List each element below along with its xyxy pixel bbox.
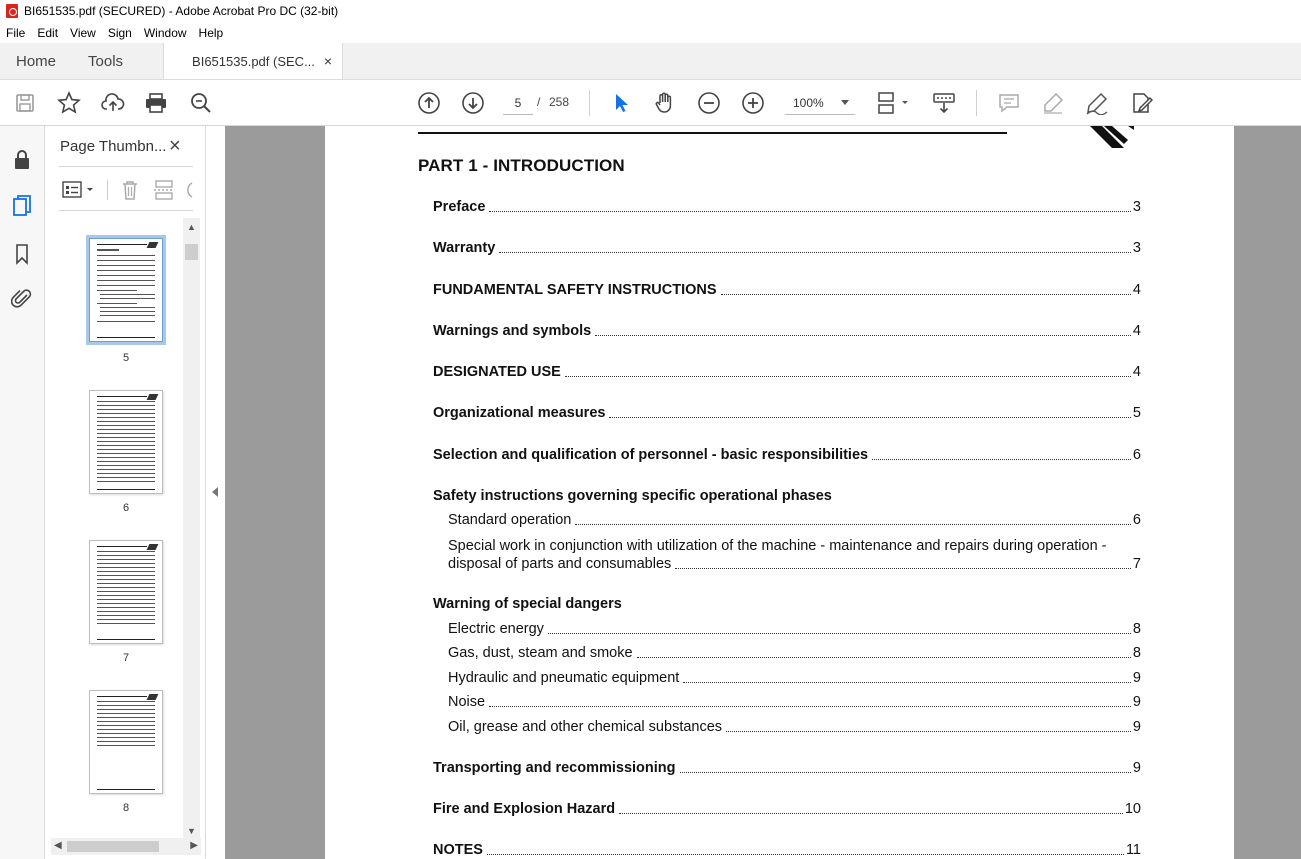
toc-entry-page: 4 xyxy=(1132,282,1141,298)
menu-window[interactable]: Window xyxy=(143,25,187,40)
bookmark-star-button[interactable] xyxy=(56,90,82,116)
toc-subentry[interactable] xyxy=(448,512,1141,529)
hand-tool-button[interactable] xyxy=(652,90,678,116)
thumb-line xyxy=(97,607,155,608)
toc-leader xyxy=(575,524,1131,525)
toc-entry[interactable] xyxy=(433,282,1141,299)
thumb-line xyxy=(97,696,147,697)
toc-entry[interactable] xyxy=(433,364,1141,381)
menu-edit[interactable]: Edit xyxy=(37,25,59,40)
thumb-line xyxy=(97,429,155,430)
thumb-line xyxy=(97,701,155,702)
thumb-line xyxy=(97,255,155,256)
toc-entry-page: 4 xyxy=(1132,323,1141,339)
title-bar xyxy=(0,0,1301,22)
draw-button[interactable] xyxy=(1084,90,1110,116)
toc-entry[interactable] xyxy=(433,199,1141,216)
menu-sign[interactable]: Sign xyxy=(107,25,132,40)
thumb-line xyxy=(97,725,155,726)
thumb-line xyxy=(97,737,155,738)
pdf-page xyxy=(325,126,1234,859)
thumb-line xyxy=(100,307,155,308)
toc-entry-label: Organizational measures xyxy=(433,405,606,421)
thumb-line xyxy=(97,717,155,718)
toc-entry-label: Gas, dust, steam and smoke xyxy=(448,645,633,661)
thumb-line xyxy=(97,619,155,620)
insert-page-icon[interactable] xyxy=(153,179,175,201)
tab-bar xyxy=(0,43,1301,80)
thumb-line xyxy=(97,441,155,442)
thumb-line xyxy=(97,421,155,422)
toolbar-divider xyxy=(589,90,590,116)
toc-leader xyxy=(499,252,1131,253)
scrollbar-thumb[interactable] xyxy=(185,244,198,260)
toc-entry-page: 9 xyxy=(1132,670,1141,686)
toc-entry-page: 3 xyxy=(1132,240,1141,256)
thumb-line xyxy=(97,290,137,291)
thumb-line xyxy=(97,303,137,304)
thumb-line xyxy=(97,579,155,580)
thumb-line xyxy=(97,587,155,588)
thumb-line xyxy=(97,595,155,596)
options-menu-icon[interactable] xyxy=(61,180,97,200)
page-thumbnails-icon xyxy=(11,194,33,218)
thumb-line xyxy=(97,453,155,454)
highlighter-icon xyxy=(1041,91,1065,115)
toc-entry-label: DESIGNATED USE xyxy=(433,364,561,380)
toc-entry-line2 xyxy=(448,555,1141,573)
previous-page-button[interactable] xyxy=(416,90,442,116)
toc-entry-page: 4 xyxy=(1132,364,1141,380)
panel-tools-divider xyxy=(107,180,108,200)
toc-entry-page: 3 xyxy=(1132,199,1141,215)
chevron-down-icon xyxy=(841,100,849,105)
thumb-logo xyxy=(147,694,159,700)
thumb-line xyxy=(97,449,155,450)
thumb-line xyxy=(97,575,155,576)
thumb-line xyxy=(97,337,155,338)
thumb-line xyxy=(97,275,155,276)
thumb-line xyxy=(97,433,155,434)
tab-document[interactable] xyxy=(163,43,343,79)
toc-heading[interactable]: Warning of special dangers xyxy=(433,596,622,612)
thumb-line xyxy=(97,469,155,470)
thumb-line xyxy=(97,713,155,714)
menu-bar xyxy=(0,22,1301,43)
tab-tools[interactable]: Tools xyxy=(88,52,124,70)
thumb-line xyxy=(97,401,155,402)
arrow-up-circle-icon xyxy=(417,91,441,115)
toc-leader xyxy=(637,657,1131,658)
thumb-line xyxy=(97,280,155,281)
security-lock-button[interactable] xyxy=(10,148,34,172)
toc-entry-label: Selection and qualification of personnel - basic responsibilities xyxy=(433,447,869,463)
upload-button[interactable] xyxy=(100,90,126,116)
toc-leader xyxy=(680,772,1131,773)
toc-entry-label: Preface xyxy=(433,199,486,215)
panel-divider xyxy=(59,210,193,211)
scroll-mode-button[interactable] xyxy=(930,90,958,116)
toc-entry-label: Transporting and recommissioning xyxy=(433,760,676,776)
panel-divider xyxy=(59,166,193,167)
panel-close-icon[interactable]: × xyxy=(169,135,181,157)
thumb-line xyxy=(97,615,155,616)
tab-document-label: BI651535.pdf (SEC... xyxy=(192,53,315,69)
page-thumbnail[interactable] xyxy=(89,390,163,494)
fill-sign-button[interactable] xyxy=(1128,90,1154,116)
document-gutter xyxy=(1234,126,1301,859)
bookmark-icon xyxy=(13,243,31,265)
printer-icon xyxy=(144,91,168,115)
toc-entry-page: 8 xyxy=(1132,645,1141,661)
toc-entry-label: Oil, grease and other chemical substances xyxy=(448,719,723,735)
thumb-line xyxy=(97,260,155,261)
paperclip-icon xyxy=(11,287,33,309)
panel-collapse-handle[interactable] xyxy=(206,126,225,859)
zoom-dropdown[interactable] xyxy=(785,91,855,115)
page-separator: / xyxy=(537,95,541,109)
hand-icon xyxy=(653,91,677,115)
thumb-line xyxy=(97,571,155,572)
rotate-page-icon[interactable] xyxy=(185,179,193,201)
toc-leader xyxy=(489,211,1131,212)
thumb-line xyxy=(97,265,155,266)
toc-entry-label: Warranty xyxy=(433,240,496,256)
page-thumbnail[interactable] xyxy=(89,690,163,794)
toc-leader xyxy=(565,376,1131,377)
tab-home[interactable]: Home xyxy=(16,52,57,70)
thumb-line xyxy=(97,639,155,640)
thumb-line xyxy=(97,396,147,397)
toc-entry-page: 8 xyxy=(1132,621,1141,637)
search-zoom-icon xyxy=(189,91,213,115)
thumbnails-vertical-scrollbar[interactable] xyxy=(183,218,200,838)
left-navigation-rail xyxy=(0,126,45,859)
toc-entry-label: Noise xyxy=(448,694,486,710)
thumb-logo xyxy=(147,394,159,400)
toc-leader xyxy=(548,633,1131,634)
window-title: BI651535.pdf (SECURED) - Adobe Acrobat Pro DC (32-bit) xyxy=(24,4,339,18)
scroll-right-icon[interactable]: ▶ xyxy=(190,840,198,851)
save-icon xyxy=(14,92,36,114)
toc-leader xyxy=(721,294,1131,295)
thumb-logo xyxy=(147,544,159,550)
toc-entry-label: Standard operation xyxy=(448,512,572,528)
thumb-line xyxy=(97,591,155,592)
toc-entry-label-line1: Special work in conjunction with utilization of the machine - maintenance and repairs during operation - xyxy=(448,538,1107,554)
thumbnail-page-number: 7 xyxy=(122,652,130,664)
next-page-button[interactable] xyxy=(460,90,486,116)
thumb-line xyxy=(97,721,155,722)
toc-heading[interactable]: Safety instructions governing specific operational phases xyxy=(433,488,832,504)
thumb-line xyxy=(97,321,155,322)
page-thumbnail[interactable] xyxy=(89,540,163,644)
scroll-up-icon[interactable]: ▲ xyxy=(187,222,196,232)
thumb-line xyxy=(97,611,155,612)
collapse-arrow-icon[interactable] xyxy=(212,487,218,497)
menu-view[interactable]: View xyxy=(70,25,96,40)
thumb-line xyxy=(97,437,155,438)
toc-entry-label: Hydraulic and pneumatic equipment xyxy=(448,670,680,686)
acrobat-app-icon xyxy=(6,4,18,18)
keyboard-scroll-icon xyxy=(931,90,957,116)
toc-entry-page: 9 xyxy=(1132,694,1141,710)
scroll-left-icon[interactable]: ◀ xyxy=(54,840,62,851)
toc-entry[interactable] xyxy=(433,447,1141,464)
document-viewport[interactable] xyxy=(225,126,1301,859)
thumb-line xyxy=(97,465,155,466)
thumb-line xyxy=(97,705,155,706)
tab-close-icon[interactable]: × xyxy=(323,53,333,69)
toc-subentry[interactable] xyxy=(448,670,1141,687)
select-tool-button[interactable] xyxy=(608,90,634,116)
thumb-line xyxy=(100,311,155,312)
page-total: 258 xyxy=(549,95,570,109)
toc-subentry-multiline[interactable] xyxy=(448,537,1141,573)
toc-entry-page: 9 xyxy=(1132,760,1141,776)
section-title: PART 1 - INTRODUCTION xyxy=(418,156,625,175)
toc-entry[interactable] xyxy=(433,760,1141,777)
toc-entry-label-line2: disposal of parts and consumables xyxy=(448,556,672,572)
thumb-line xyxy=(97,249,119,251)
toc-entry-page: 10 xyxy=(1124,801,1141,817)
toc-entry-label: FUNDAMENTAL SAFETY INSTRUCTIONS xyxy=(433,282,717,298)
toc-entry[interactable] xyxy=(433,323,1141,340)
thumb-line xyxy=(97,555,155,556)
thumb-line xyxy=(97,417,155,418)
toc-leader xyxy=(675,568,1131,569)
thumb-logo xyxy=(147,242,159,248)
toc-entry-label: Warnings and symbols xyxy=(433,323,592,339)
toc-subentry[interactable] xyxy=(448,621,1141,638)
thumb-line xyxy=(100,315,155,316)
toolbar-divider xyxy=(976,90,977,116)
bookmarks-button[interactable] xyxy=(10,242,34,266)
page-thumbnail[interactable] xyxy=(89,238,163,342)
thumbnail-page-number: 6 xyxy=(122,502,130,514)
cursor-arrow-icon xyxy=(610,92,632,114)
fit-page-icon xyxy=(875,90,913,116)
zoom-in-button[interactable] xyxy=(740,90,766,116)
thumb-line xyxy=(97,563,155,564)
thumb-line xyxy=(97,473,155,474)
thumb-line xyxy=(97,623,155,624)
panel-title: Page Thumbn... xyxy=(60,138,167,155)
toc-entry-page: 6 xyxy=(1132,447,1141,463)
zoom-out-button[interactable] xyxy=(696,90,722,116)
menu-file[interactable]: File xyxy=(6,25,26,40)
thumb-line xyxy=(97,481,155,482)
thumb-line xyxy=(97,546,147,547)
thumb-line xyxy=(97,709,155,710)
thumb-line xyxy=(97,789,155,790)
find-button[interactable] xyxy=(188,90,214,116)
pen-draw-icon xyxy=(1085,91,1109,115)
thumb-line xyxy=(97,285,155,286)
attachments-button[interactable] xyxy=(10,286,34,310)
thumb-line xyxy=(97,583,155,584)
toc-leader xyxy=(683,682,1131,683)
thumb-line xyxy=(97,741,155,742)
toc-entry-page: 11 xyxy=(1125,842,1141,858)
highlight-button[interactable] xyxy=(1040,90,1066,116)
toc-leader xyxy=(487,854,1124,855)
toc-entry[interactable] xyxy=(433,405,1141,422)
thumb-line xyxy=(97,489,155,490)
toc-leader xyxy=(489,706,1131,707)
toc-entry-label: NOTES xyxy=(433,842,483,858)
thumbnail-page-number: 5 xyxy=(122,352,130,364)
toc-subentry[interactable] xyxy=(448,719,1141,736)
thumb-line xyxy=(97,413,155,414)
page-thumbnails-button[interactable] xyxy=(10,194,34,218)
toc-leader xyxy=(872,459,1131,460)
toc-leader xyxy=(619,813,1123,814)
thumb-line xyxy=(97,405,155,406)
toc-entry-page: 6 xyxy=(1132,512,1141,528)
menu-help[interactable]: Help xyxy=(198,25,224,40)
scroll-down-icon[interactable]: ▼ xyxy=(187,826,196,836)
toc-entry-page: 7 xyxy=(1132,556,1141,572)
thumb-line xyxy=(97,457,155,458)
thumb-line xyxy=(97,270,155,271)
toolbar xyxy=(0,80,1301,126)
toc-entry[interactable] xyxy=(433,801,1141,818)
thumb-line xyxy=(97,599,155,600)
thumb-line xyxy=(97,477,155,478)
toc-entry-label: Electric energy xyxy=(448,621,544,637)
trash-icon[interactable] xyxy=(119,179,141,201)
thumbnail-page-number: 8 xyxy=(122,802,130,814)
zoom-value: 100% xyxy=(793,95,824,110)
page-fit-button[interactable] xyxy=(874,90,914,116)
toc-entry-label: Fire and Explosion Hazard xyxy=(433,801,616,817)
lock-icon xyxy=(12,149,32,171)
thumb-line xyxy=(97,425,155,426)
comment-button[interactable] xyxy=(996,90,1022,116)
page-thumbnails-panel xyxy=(45,126,206,859)
scrollbar-thumb[interactable] xyxy=(67,841,159,852)
toc-leader xyxy=(726,731,1131,732)
thumb-line xyxy=(100,294,155,295)
thumb-line xyxy=(97,745,155,746)
toc-subentry[interactable] xyxy=(448,694,1141,711)
page-number-input[interactable] xyxy=(503,91,533,115)
arrow-down-circle-icon xyxy=(461,91,485,115)
panel-tools xyxy=(59,176,193,204)
minus-circle-icon xyxy=(697,91,721,115)
toc-entry[interactable] xyxy=(433,842,1141,859)
sign-document-icon xyxy=(1129,91,1153,115)
thumb-line xyxy=(97,244,147,245)
thumb-line xyxy=(100,298,155,299)
star-icon xyxy=(57,91,81,115)
thumb-line xyxy=(97,603,155,604)
print-button[interactable] xyxy=(143,90,169,116)
comment-icon xyxy=(997,91,1021,115)
thumb-line xyxy=(97,729,155,730)
toc-leader xyxy=(609,417,1130,418)
thumb-line xyxy=(97,551,155,552)
toc-entry-page: 9 xyxy=(1132,719,1141,735)
thumb-line xyxy=(97,567,155,568)
plus-circle-icon xyxy=(741,91,765,115)
thumb-line xyxy=(97,733,155,734)
thumbnails-horizontal-scrollbar[interactable] xyxy=(51,838,201,855)
thumb-line xyxy=(97,461,155,462)
save-button[interactable] xyxy=(12,90,38,116)
thumb-line xyxy=(97,559,155,560)
header-rule xyxy=(418,132,1007,134)
cloud-upload-icon xyxy=(101,91,125,115)
company-logo xyxy=(1088,126,1138,150)
toc-entry-page: 5 xyxy=(1132,405,1141,421)
thumb-line xyxy=(97,409,155,410)
toc-leader xyxy=(595,335,1131,336)
toc-subentry[interactable] xyxy=(448,645,1141,662)
toc-entry[interactable] xyxy=(433,240,1141,257)
thumb-line xyxy=(97,445,155,446)
